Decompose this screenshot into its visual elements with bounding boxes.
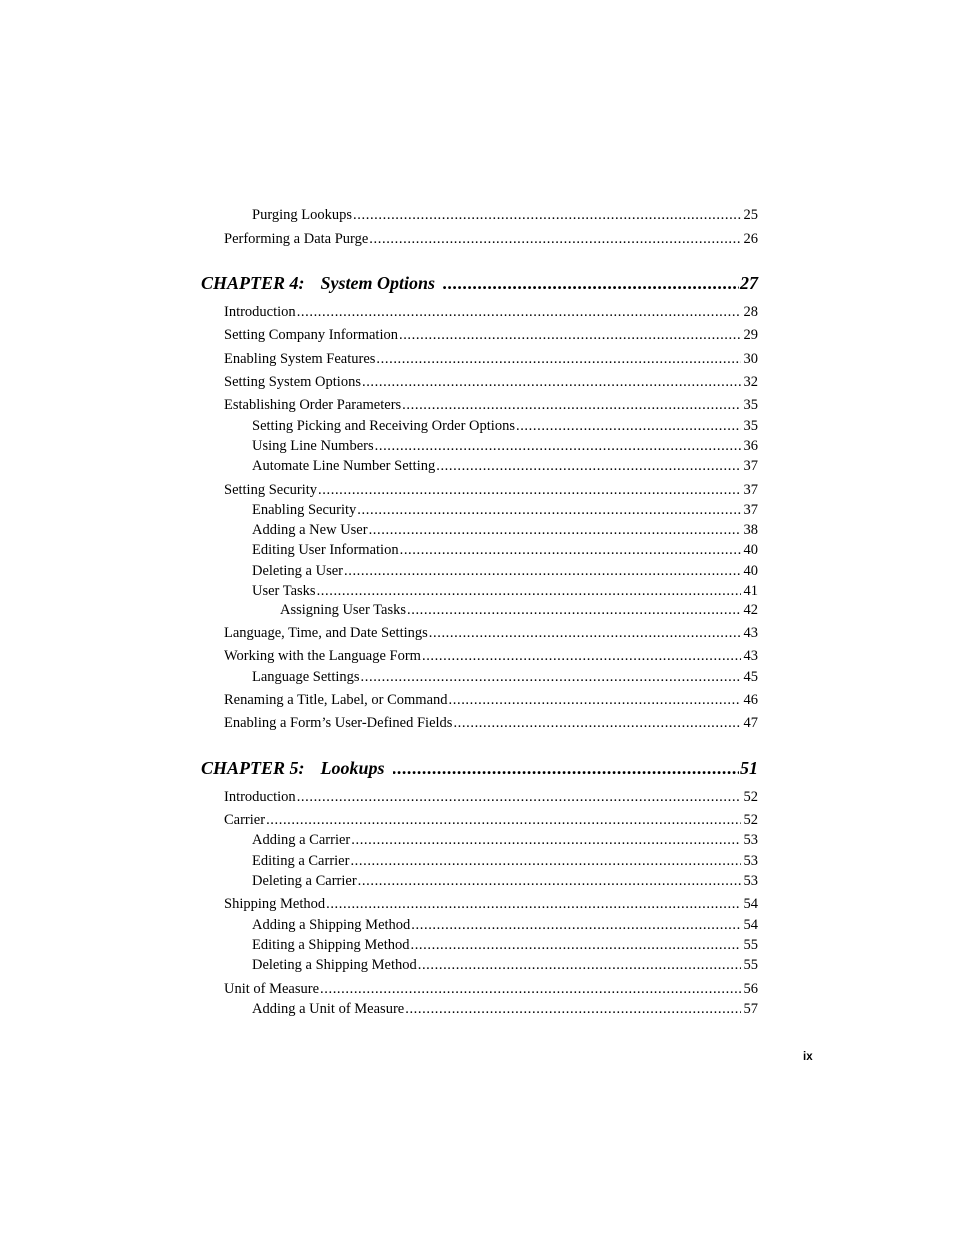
toc-entry-page: 56 bbox=[743, 981, 758, 997]
toc-entry-title: Setting Security bbox=[224, 482, 318, 498]
toc-entry-page: 38 bbox=[743, 522, 758, 538]
toc-entry-page: 57 bbox=[743, 1001, 758, 1017]
toc-entry-title: Unit of Measure bbox=[224, 981, 320, 997]
toc-entry[interactable] bbox=[252, 417, 758, 435]
dot-leader bbox=[402, 396, 740, 414]
toc-entry[interactable] bbox=[252, 206, 758, 224]
toc-entry[interactable] bbox=[252, 916, 758, 934]
toc-entry-title: Using Line Numbers bbox=[252, 438, 374, 454]
dot-leader bbox=[393, 757, 739, 779]
toc-entry[interactable] bbox=[252, 936, 758, 954]
toc-entry[interactable] bbox=[224, 373, 758, 391]
dot-leader bbox=[443, 272, 739, 294]
dot-leader bbox=[344, 562, 741, 580]
toc-entry-page: 37 bbox=[743, 502, 758, 518]
toc-entry[interactable] bbox=[224, 895, 758, 913]
toc-entry-page: 26 bbox=[743, 231, 758, 247]
toc-entry-page: 35 bbox=[743, 397, 758, 413]
dot-leader bbox=[317, 582, 741, 600]
toc-entry-page: 42 bbox=[743, 602, 758, 618]
toc-entry-title: Adding a Shipping Method bbox=[252, 917, 411, 933]
toc-entry[interactable] bbox=[224, 350, 758, 368]
toc-entry-page: 35 bbox=[743, 418, 758, 434]
toc-entry[interactable] bbox=[252, 831, 758, 849]
toc-entry[interactable] bbox=[252, 457, 758, 475]
dot-leader bbox=[399, 326, 741, 344]
toc-entry-title: Editing a Shipping Method bbox=[252, 937, 410, 953]
toc-entry-title: Setting System Options bbox=[224, 374, 361, 390]
dot-leader bbox=[516, 417, 741, 435]
toc-entry[interactable] bbox=[252, 852, 758, 870]
toc-entry[interactable] bbox=[224, 303, 758, 321]
dot-leader bbox=[362, 373, 741, 391]
toc-entry[interactable] bbox=[252, 521, 758, 539]
dot-leader bbox=[266, 811, 740, 829]
toc-entry[interactable] bbox=[252, 541, 758, 559]
toc-entry[interactable] bbox=[224, 788, 758, 806]
chapter-number: CHAPTER 4: bbox=[201, 273, 305, 293]
toc-entry-page: 53 bbox=[743, 853, 758, 869]
toc-entry-title: Enabling Security bbox=[252, 502, 357, 518]
toc-entry-title: Adding a Carrier bbox=[252, 832, 351, 848]
toc-entry[interactable] bbox=[252, 872, 758, 890]
toc-entry-page: 47 bbox=[743, 715, 758, 731]
dot-leader bbox=[361, 668, 741, 686]
toc-entry-page: 37 bbox=[743, 458, 758, 474]
toc-entry-page: 29 bbox=[743, 327, 758, 343]
toc-entry-title: Adding a New User bbox=[252, 522, 368, 538]
toc-entry[interactable] bbox=[224, 481, 758, 499]
toc-entry-title: Performing a Data Purge bbox=[224, 231, 369, 247]
dot-leader bbox=[436, 457, 740, 475]
dot-leader bbox=[297, 303, 741, 321]
dot-leader bbox=[369, 230, 740, 248]
dot-leader bbox=[318, 481, 740, 499]
toc-chapter-heading[interactable] bbox=[201, 757, 758, 779]
toc-entry[interactable] bbox=[252, 562, 758, 580]
toc-entry-title: Assigning User Tasks bbox=[280, 602, 406, 618]
toc-entry-page: 25 bbox=[743, 207, 758, 223]
toc-entry[interactable] bbox=[252, 437, 758, 455]
toc-entry[interactable] bbox=[224, 980, 758, 998]
toc-entry-title: Renaming a Title, Label, or Command bbox=[224, 692, 448, 708]
toc-entry-title: Editing User Information bbox=[252, 542, 399, 558]
toc-entry-title: Automate Line Number Setting bbox=[252, 458, 436, 474]
toc-entry[interactable] bbox=[224, 624, 758, 642]
dot-leader bbox=[369, 521, 741, 539]
toc-entry-page: 53 bbox=[743, 873, 758, 889]
toc-entry-title: Purging Lookups bbox=[252, 207, 353, 223]
toc-entry-page: 45 bbox=[743, 669, 758, 685]
toc-entry-title: Deleting a Shipping Method bbox=[252, 957, 417, 973]
toc-entry-title: Deleting a User bbox=[252, 563, 343, 579]
toc-entry[interactable] bbox=[252, 668, 758, 686]
toc-entry-page: 32 bbox=[743, 374, 758, 390]
toc-entry-page: 55 bbox=[743, 937, 758, 953]
toc-entry[interactable] bbox=[224, 230, 758, 248]
toc-entry-title: Enabling System Features bbox=[224, 351, 376, 367]
toc-entry-title: Language, Time, and Date Settings bbox=[224, 625, 428, 641]
toc-entry-page: 41 bbox=[743, 583, 758, 599]
toc-entry-title: Editing a Carrier bbox=[252, 853, 350, 869]
toc-entry-page: 54 bbox=[743, 917, 758, 933]
toc-entry[interactable] bbox=[224, 811, 758, 829]
toc-entry-page: 36 bbox=[743, 438, 758, 454]
toc-entry-page: 28 bbox=[743, 304, 758, 320]
dot-leader bbox=[449, 691, 741, 709]
toc-entry-page: 30 bbox=[743, 351, 758, 367]
toc-entry-page: 54 bbox=[743, 896, 758, 912]
toc-entry[interactable] bbox=[224, 396, 758, 414]
dot-leader bbox=[357, 501, 740, 519]
toc-entry-title: Establishing Order Parameters bbox=[224, 397, 402, 413]
dot-leader bbox=[353, 206, 740, 224]
toc-entry-page: 52 bbox=[743, 789, 758, 805]
toc-entry-title: Enabling a Form’s User-Defined Fields bbox=[224, 715, 453, 731]
toc-entry[interactable] bbox=[224, 647, 758, 665]
chapter-title: Lookups bbox=[320, 758, 385, 778]
toc-entry-page: 40 bbox=[743, 563, 758, 579]
toc-entry[interactable] bbox=[252, 1000, 758, 1018]
toc-entry[interactable] bbox=[280, 601, 758, 619]
toc-entry-title: Introduction bbox=[224, 789, 296, 805]
toc-entry-page: 37 bbox=[743, 482, 758, 498]
dot-leader bbox=[358, 872, 741, 890]
toc-entry-page: 55 bbox=[743, 957, 758, 973]
chapter-title: System Options bbox=[320, 273, 436, 293]
dot-leader bbox=[350, 852, 740, 870]
toc-entry-title: Adding a Unit of Measure bbox=[252, 1001, 405, 1017]
toc-entry-page: 53 bbox=[743, 832, 758, 848]
toc-entry-title: Working with the Language Form bbox=[224, 648, 421, 664]
toc-entry-page: 46 bbox=[743, 692, 758, 708]
toc-entry-title: Carrier bbox=[224, 812, 266, 828]
toc-entry-page: 43 bbox=[743, 648, 758, 664]
toc-entry[interactable] bbox=[252, 956, 758, 974]
toc-entry-title: User Tasks bbox=[252, 583, 316, 599]
chapter-page: 27 bbox=[740, 273, 758, 293]
dot-leader bbox=[405, 1000, 740, 1018]
dot-leader bbox=[320, 980, 740, 998]
dot-leader bbox=[326, 895, 740, 913]
dot-leader bbox=[411, 916, 740, 934]
toc-entry-title: Language Settings bbox=[252, 669, 360, 685]
dot-leader bbox=[453, 714, 740, 732]
toc-entry-title: Deleting a Carrier bbox=[252, 873, 357, 889]
toc-chapter-heading[interactable] bbox=[201, 272, 758, 294]
dot-leader bbox=[410, 936, 740, 954]
toc-entry[interactable] bbox=[224, 326, 758, 344]
toc-entry[interactable] bbox=[252, 582, 758, 600]
dot-leader bbox=[418, 956, 741, 974]
toc-entry-page: 52 bbox=[743, 812, 758, 828]
toc-entry[interactable] bbox=[224, 691, 758, 709]
dot-leader bbox=[351, 831, 740, 849]
dot-leader bbox=[297, 788, 741, 806]
toc-entry[interactable] bbox=[252, 501, 758, 519]
dot-leader bbox=[376, 350, 740, 368]
dot-leader bbox=[400, 541, 741, 559]
dot-leader bbox=[422, 647, 741, 665]
toc-entry-page: 43 bbox=[743, 625, 758, 641]
toc-entry-title: Setting Company Information bbox=[224, 327, 398, 343]
dot-leader bbox=[407, 601, 741, 619]
toc-entry-title: Shipping Method bbox=[224, 896, 326, 912]
chapter-page: 51 bbox=[740, 758, 758, 778]
toc-entry[interactable] bbox=[224, 714, 758, 732]
dot-leader bbox=[375, 437, 741, 455]
toc-entry-page: 40 bbox=[743, 542, 758, 558]
dot-leader bbox=[429, 624, 741, 642]
chapter-number: CHAPTER 5: bbox=[201, 758, 305, 778]
page-number: ix bbox=[803, 1051, 813, 1063]
toc-entry-title: Setting Picking and Receiving Order Options bbox=[252, 418, 515, 434]
toc-entry-title: Introduction bbox=[224, 304, 296, 320]
